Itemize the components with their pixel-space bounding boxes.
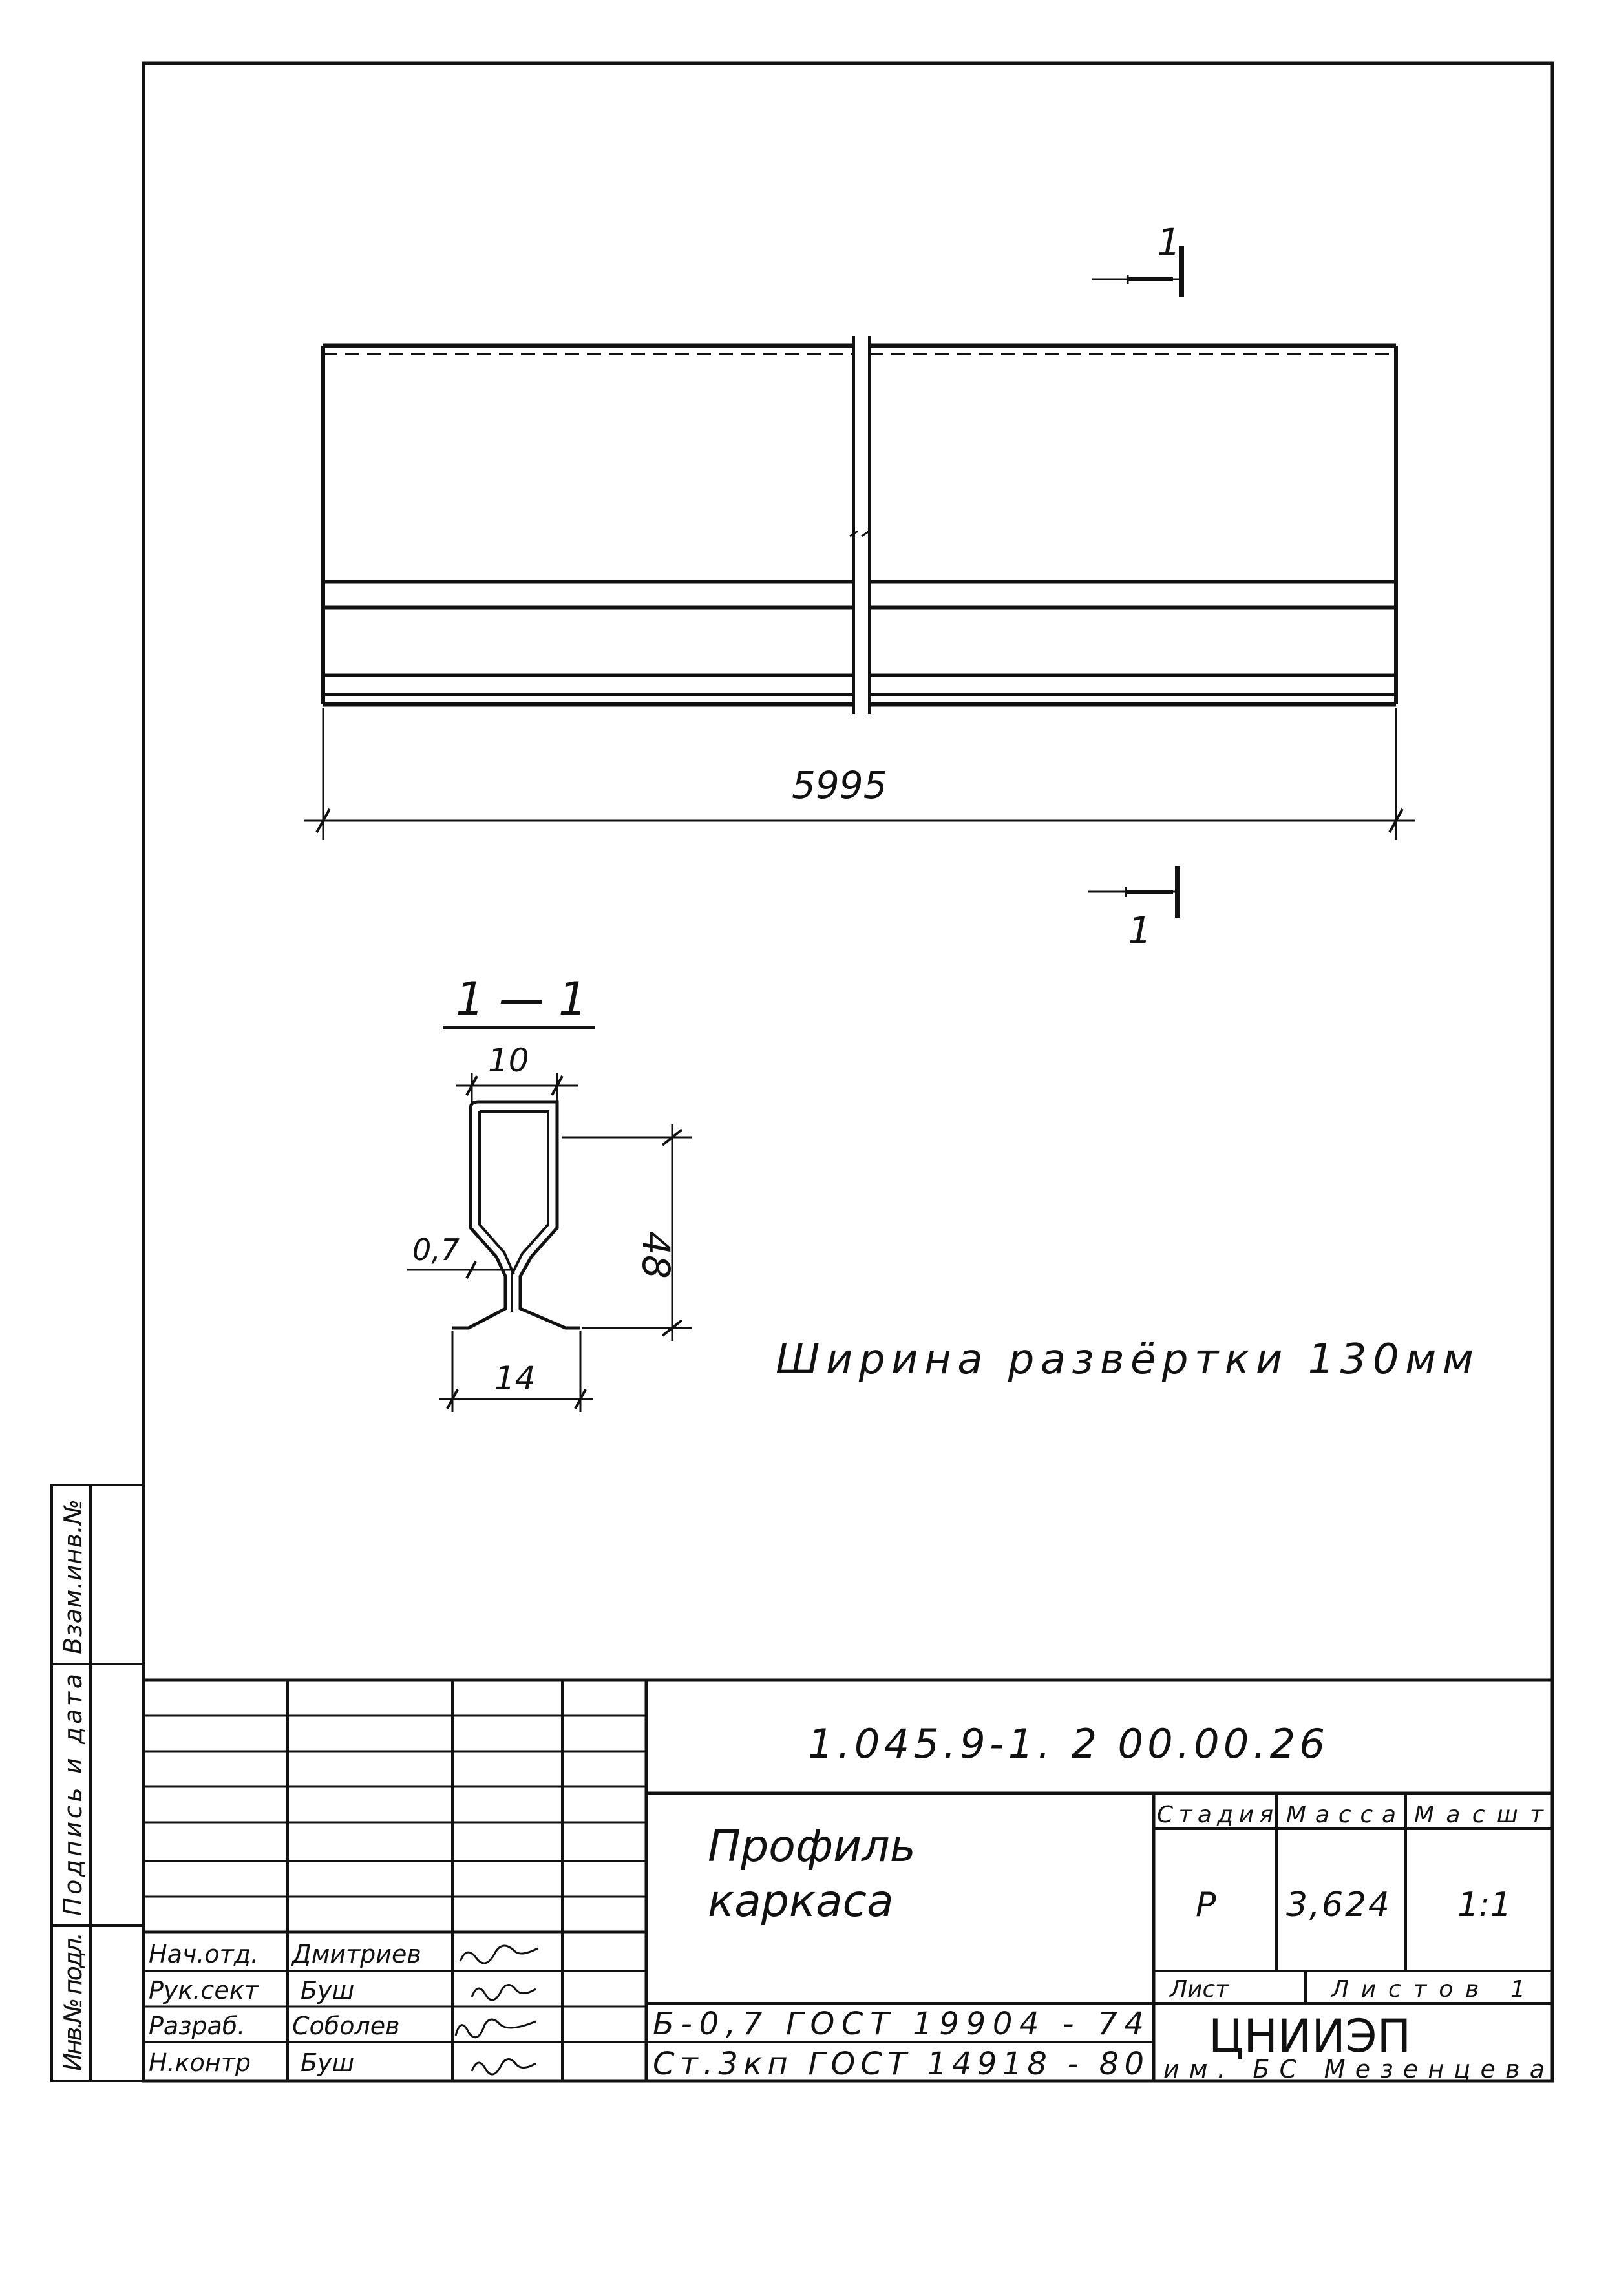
handwritten-signature: [460, 1946, 538, 1963]
sheet-label: Лист: [1170, 1976, 1229, 2003]
section-mark-top: [1092, 220, 1181, 297]
dim-top-width: 10: [488, 1042, 529, 1079]
material-line2: Ст.3кп ГОСТ 14918 - 80: [653, 2046, 1144, 2082]
section-mark-bottom-label: 1: [1128, 909, 1152, 953]
signature-name: Буш: [301, 2048, 355, 2077]
part-name-line2: каркаса: [708, 1876, 894, 1927]
side-stamp-inv-no: Инв.№ подл.: [59, 1932, 87, 2071]
handwritten-signature: [472, 1985, 536, 2000]
organization-subtitle: им. БС Мезенцева: [1163, 2055, 1545, 2083]
unfold-width-note: Ширина развёртки 130мм: [776, 1336, 1474, 1384]
side-stamp: [52, 1485, 143, 2081]
signature-name: Соболев: [292, 2012, 400, 2040]
section-mark-bottom: [1088, 866, 1178, 953]
section-mark-top-label: 1: [1157, 220, 1181, 264]
drawing-frame: [143, 63, 1552, 2081]
dim-thickness: 0,7: [412, 1232, 460, 1267]
handwritten-signature: [472, 2059, 536, 2074]
signature-role: Рук.сект: [149, 1976, 259, 2005]
signature-name: Дмитриев: [292, 1940, 421, 1968]
length-dimension-value: 5995: [792, 763, 887, 807]
length-dimension: [304, 708, 1415, 840]
document-code: 1.045.9-1. 2 00.00.26: [808, 1720, 1325, 1767]
signature-role: Нач.отд.: [149, 1940, 259, 1968]
side-stamp-sign-date: Подпись и дата: [59, 1674, 87, 1916]
header-stage: Стадия: [1157, 1802, 1273, 1828]
value-mass: 3,624: [1286, 1886, 1390, 1924]
dim-bottom-width: 14: [494, 1360, 536, 1397]
title-block: [143, 1680, 1552, 2083]
profile-cross-section: [452, 1102, 580, 1328]
section-title: 1 — 1: [456, 973, 587, 1026]
part-name-line1: Профиль: [708, 1821, 916, 1872]
header-scale: Масшт: [1414, 1802, 1543, 1828]
side-stamp-replace-inv: Взам.инв.№: [59, 1499, 87, 1654]
value-stage: Р: [1196, 1886, 1216, 1924]
handwritten-signature: [456, 2019, 536, 2038]
header-mass: Масса: [1286, 1802, 1396, 1828]
dim-height: 48: [634, 1231, 678, 1279]
sheets-label: Листов 1: [1331, 1976, 1525, 2003]
material-line1: Б-0,7 ГОСТ 19904 - 74: [653, 2006, 1144, 2042]
section-1-1: [407, 973, 692, 1412]
value-scale: 1:1: [1457, 1886, 1512, 1924]
signature-role: Н.контр: [149, 2048, 251, 2077]
profile-elevation-view: [323, 336, 1396, 714]
organization-name: ЦНИИЭП: [1209, 2010, 1412, 2063]
signature-name: Буш: [301, 1976, 355, 2005]
signature-role: Разраб.: [149, 2012, 246, 2040]
